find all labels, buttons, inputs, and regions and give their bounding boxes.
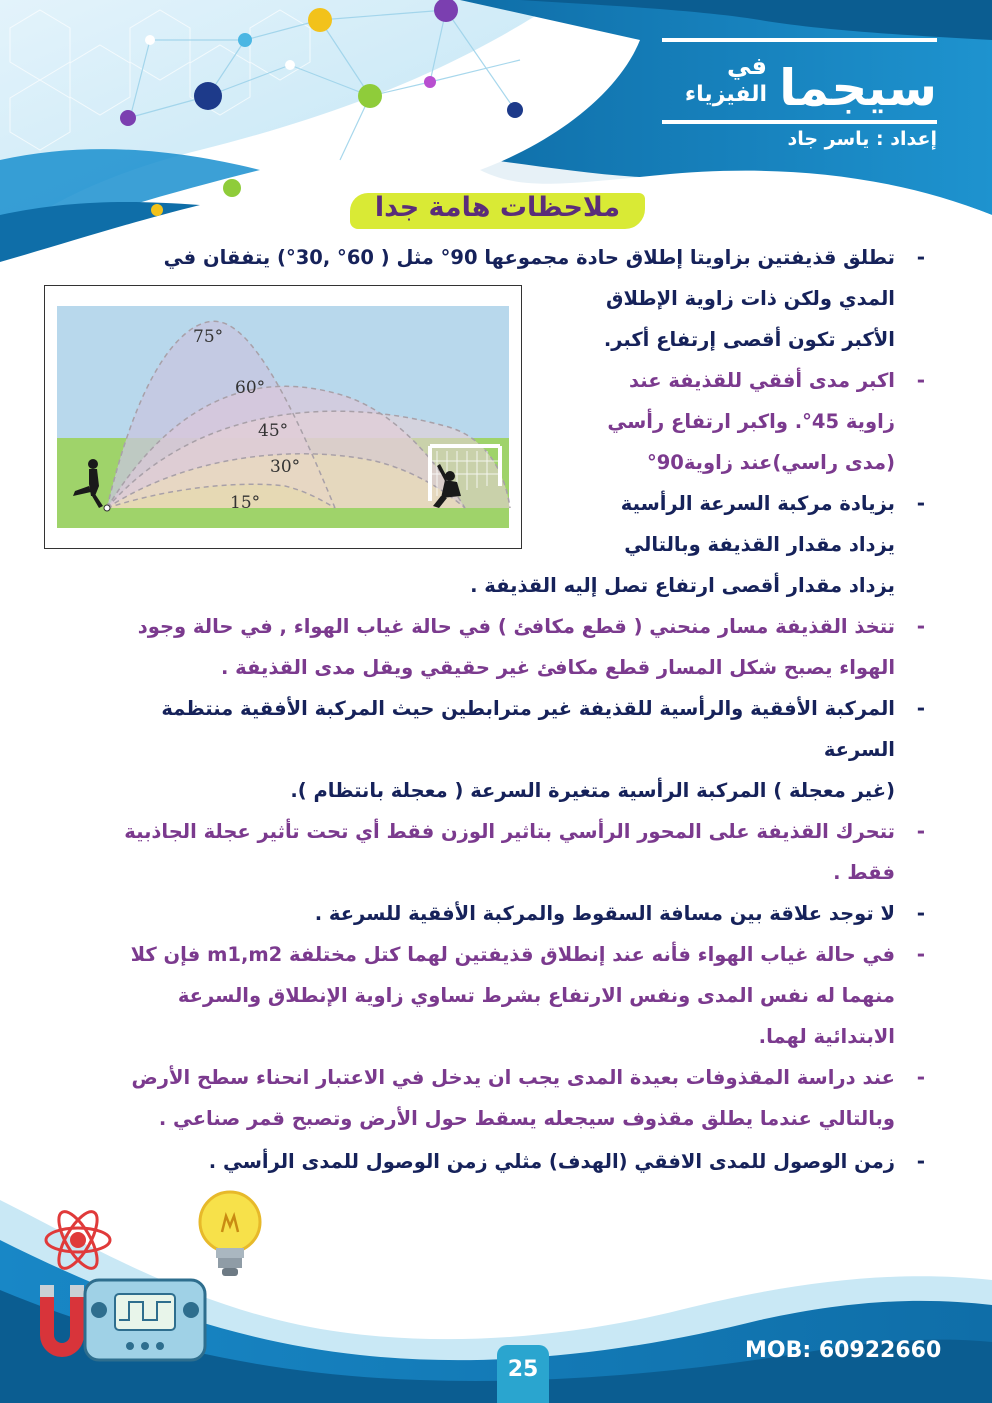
note-line: الهواء يصبح شكل المسار قطع مكافئ غير حقيقي ويقل مدى القذيفة . [220,656,895,679]
angle-label-75: 75° [193,327,224,347]
note-line: تتحرك القذيفة على المحور الرأسي بتاثير الوزن فقط أي تحت تأثير عجلة الجاذبية [124,820,895,843]
note-line: بزيادة مركبة السرعة الرأسية [620,492,895,515]
angle-label-60: 60° [235,378,266,398]
bullet-dash: - [916,901,925,925]
page-title [350,185,645,233]
brand-bottom-rule [662,120,937,124]
note-line: في حالة غياب الهواء فأنه عند إنطلاق قذيفتين لهما كتل مختلفة m1,m2 فإن كلا [130,943,895,966]
brand-fi: في [727,52,767,80]
angle-label-45: 45° [258,421,289,441]
bullet-dash: - [916,696,925,720]
note-line: (مدى راسي)عند زاوية90° [646,451,895,474]
angle-label-30: 30° [270,457,301,477]
note-line: تطلق قذيفتين بزاويتا إطلاق حادة مجموعها 90° مثل ( 60° ,30°) يتفقان في [163,246,895,269]
note-line: اكبر مدى أفقي للقذيفة عند [628,369,895,392]
footer-background [0,1180,992,1403]
note-line: زاوية 45°. واكبر ارتفاع رأسي [607,410,895,433]
brand-subject: الفيزياء [684,82,767,107]
note-line: المركبة الأفقية والرأسية للقذيفة غير مترابطين حيث المركبة الأفقية منتظمة [161,697,895,720]
oscilloscope-icon [85,1280,205,1360]
note-line: يزداد مقدار أقصى ارتفاع تصل إليه القذيفة . [470,574,895,597]
note-line: تتخذ القذيفة مسار منحني ( قطع مكافئ ) في حالة غياب الهواء , في حالة وجود [137,615,895,638]
note-line: السرعة [823,738,895,761]
brand-name: سيجما [779,59,937,117]
note-line: منهما له نفس المدى ونفس الارتفاع بشرط تساوي زاوية الإنطلاق والسرعة [177,984,895,1007]
note-line: الابتدائية لهما. [758,1025,895,1048]
brand-logo [652,38,937,153]
note-line: (غير معجلة ) المركبة الرأسية متغيرة السرعة ( معجلة بانتظام ). [290,779,895,802]
angle-label-15: 15° [230,493,261,513]
brand-top-rule [662,38,937,42]
note-line: وبالتالي عندما يطلق مقذوف سيجعله يسقط حول الأرض وتصبح قمر صناعي . [158,1107,895,1130]
bullet-dash: - [916,942,925,966]
brand-author: إعداد : ياسر جاد [787,128,937,150]
bullet-dash: - [916,1065,925,1089]
bullet-dash: - [916,819,925,843]
note-line: فقط . [833,861,895,884]
light-bulb-icon [200,1192,260,1276]
note-line: زمن الوصول للمدى الافقي (الهدف) مثلي زمن الوصول للمدى الرأسي . [208,1150,895,1173]
bullet-dash: - [916,368,925,392]
note-line: عند دراسة المقذوفات بعيدة المدى يجب ان يدخل في الاعتبار انحناء سطح الأرض [131,1066,895,1089]
bullet-dash: - [916,245,925,269]
bullet-dash: - [916,614,925,638]
bullet-dash: - [916,491,925,515]
note-line: المدي ولكن ذات زاوية الإطلاق [606,287,895,310]
page-number: 25 [497,1345,549,1403]
mobile-number: MOB: 60922660 [745,1338,942,1363]
projectile-angles-figure [44,285,522,549]
note-line: لا توجد علاقة بين مسافة السقوط والمركبة الأفقية للسرعة . [314,902,895,925]
note-line: يزداد مقدار القذيفة وبالتالي [624,533,895,556]
projectile-diagram [45,286,520,547]
bullet-dash: - [916,1149,925,1173]
note-line: الأكبر تكون أقصى إرتفاع أكبر. [603,328,895,351]
title-text: ملاحظات هامة جدا [374,192,621,223]
